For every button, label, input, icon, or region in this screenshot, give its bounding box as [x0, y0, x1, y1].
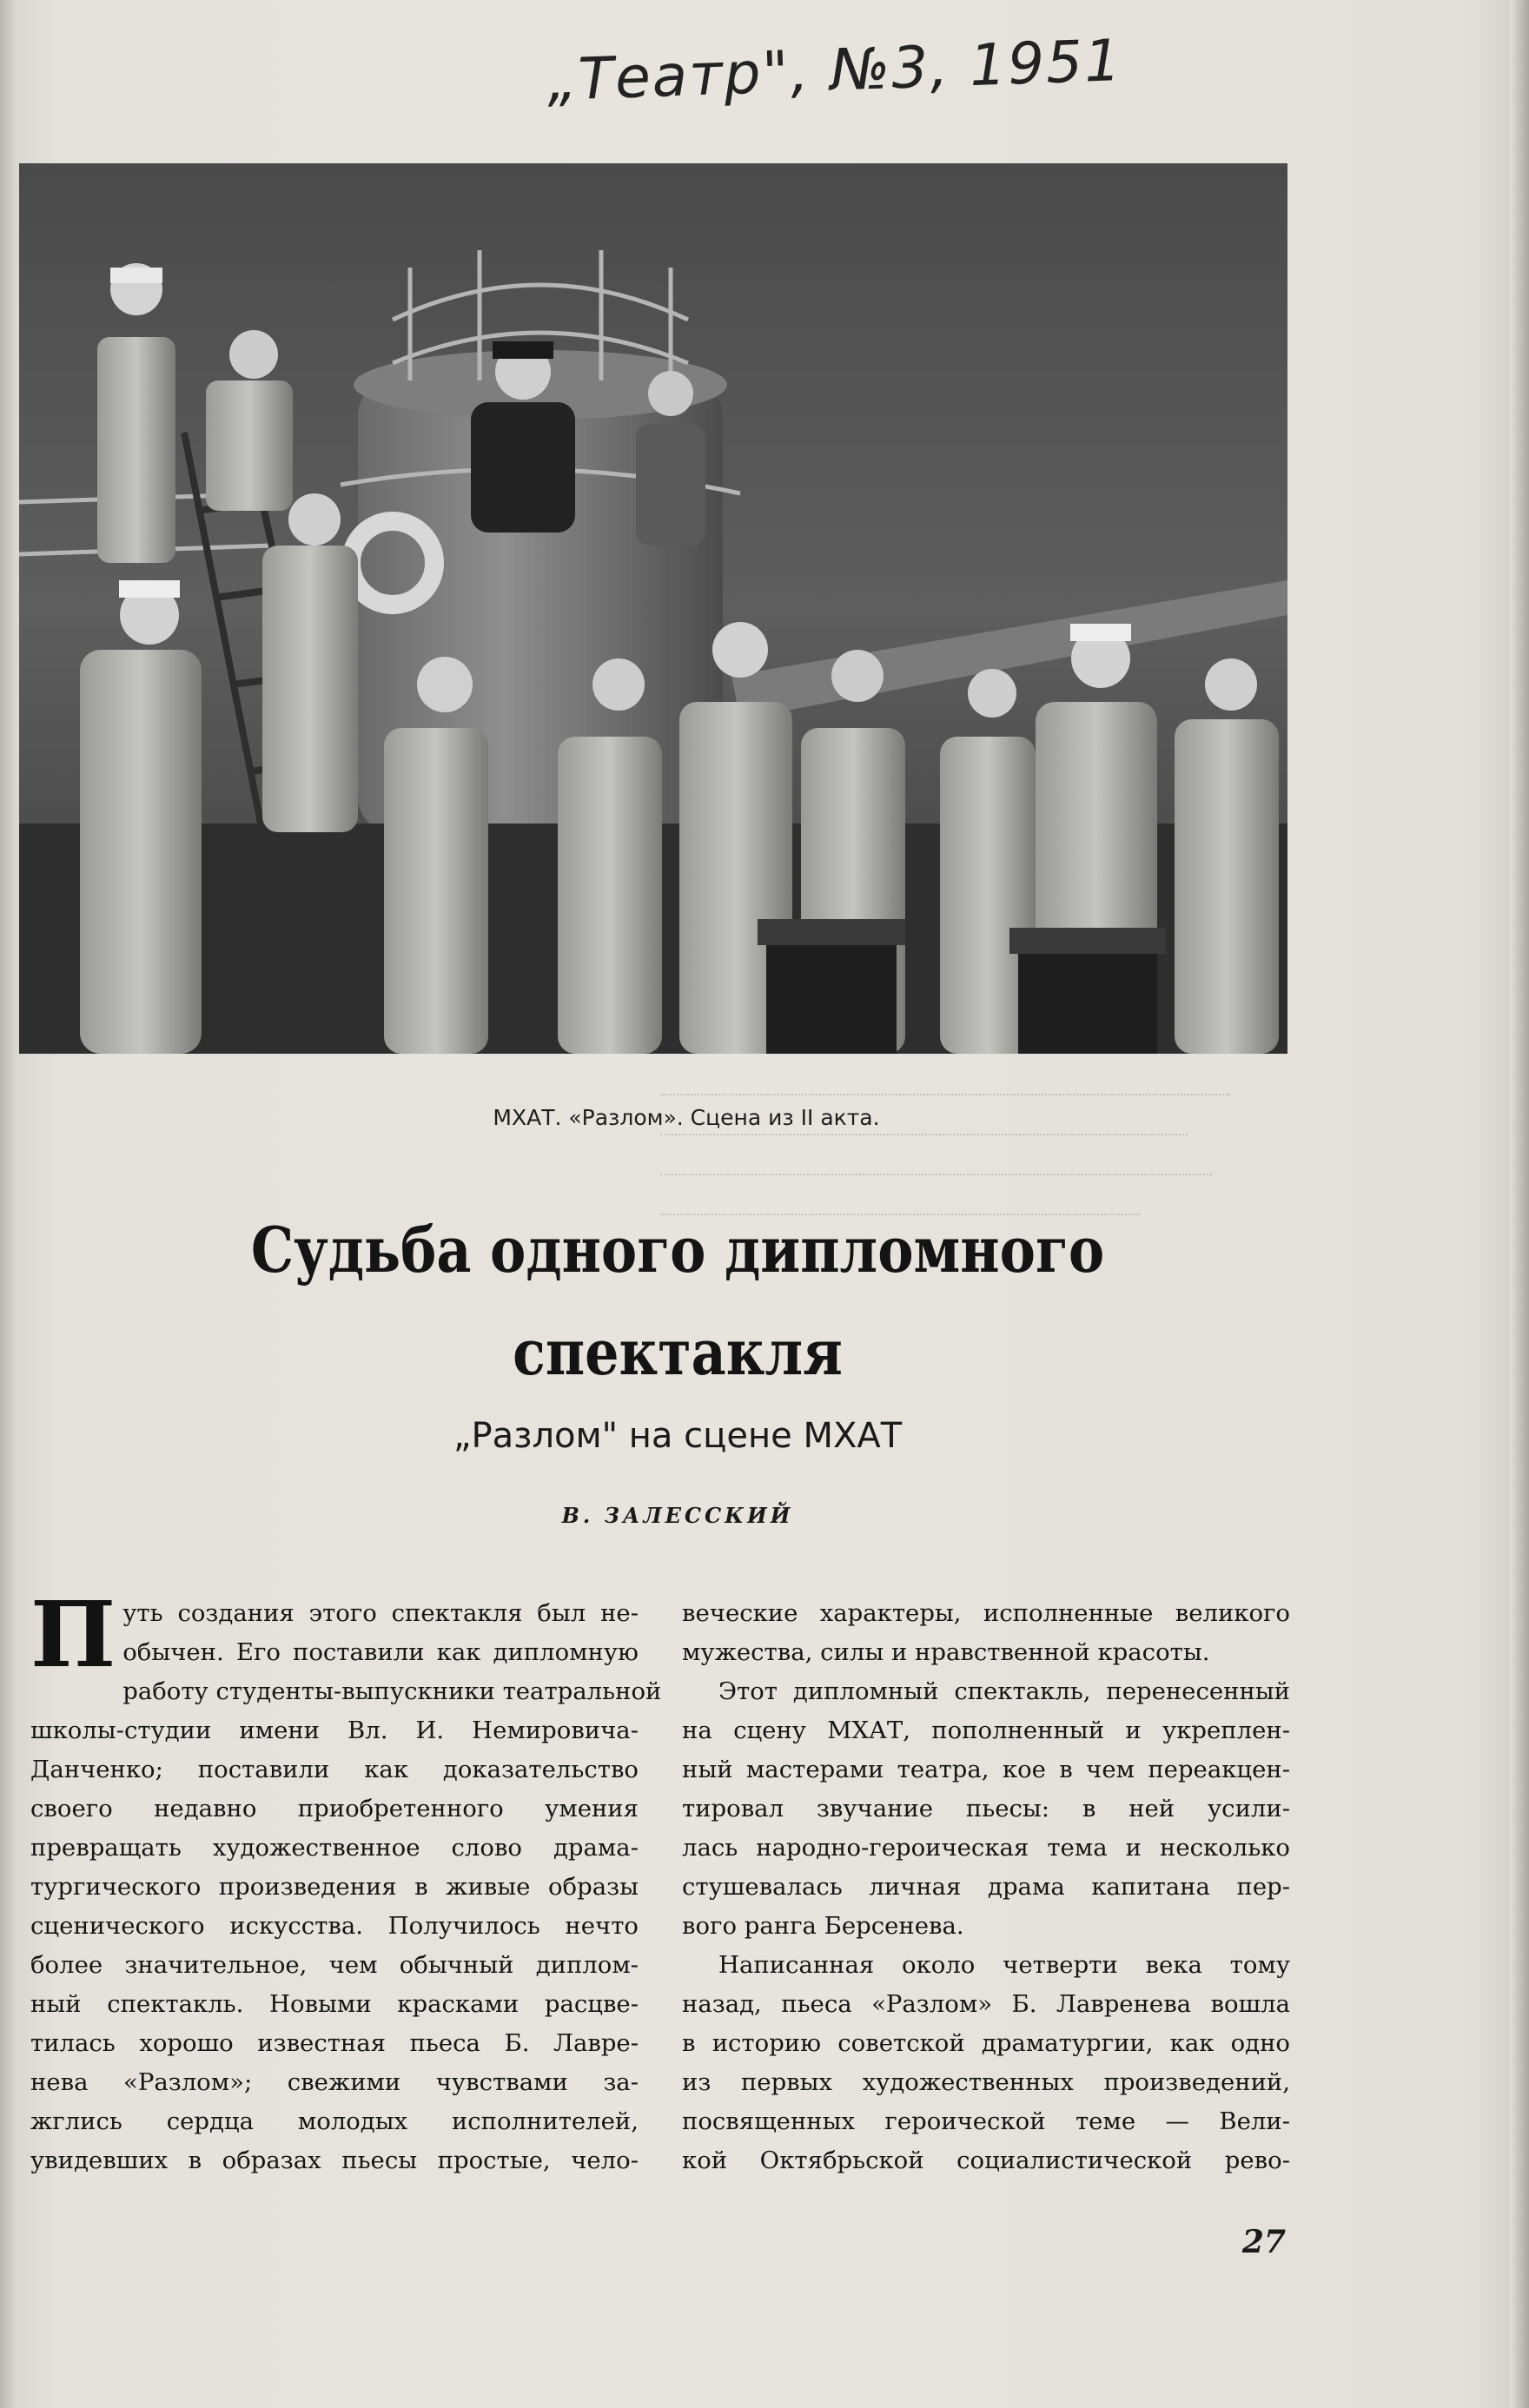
- text-line: кой Октябрьской социалистической рево-: [682, 2147, 1290, 2174]
- page-right-edge: [1510, 0, 1529, 2408]
- text-line: в историю советской драматургии, как одно: [682, 2029, 1290, 2057]
- page-left-edge: [0, 0, 16, 2408]
- text-line: ный спектакль. Новыми красками расцве-: [30, 1990, 639, 2018]
- handwritten-archive-note: „Театр", №3, 1951: [546, 26, 1124, 115]
- drop-cap: П: [30, 1581, 116, 1688]
- body-column-right: [682, 1594, 1290, 2180]
- text-line: на сцену МХАТ, пополненный и укреплен-: [682, 1717, 1290, 1744]
- text-line: тилась хорошо известная пьеса Б. Лавре-: [30, 2029, 639, 2057]
- text-line: тировал звучание пьесы: в ней усили-: [682, 1795, 1290, 1823]
- text-line: мужества, силы и нравственной красоты.: [682, 1638, 1210, 1666]
- text-line: посвященных героической теме — Вели-: [682, 2107, 1290, 2135]
- text-line: веческие характеры, исполненные великого: [682, 1599, 1290, 1627]
- text-line: школы-студии имени Вл. И. Немировича-: [30, 1717, 639, 1744]
- text-line: увидевших в образах пьесы простые, чело-: [30, 2147, 639, 2174]
- text-line: ный мастерами театра, кое в чем переакцен-: [682, 1756, 1290, 1783]
- text-line: превращать художественное слово драма-: [30, 1834, 639, 1862]
- text-line: Этот дипломный спектакль, перенесенный: [718, 1677, 1290, 1705]
- stage-photo-illustration: [19, 163, 1287, 1054]
- text-line: обычен. Его поставили как дипломную: [122, 1638, 639, 1666]
- text-line: из первых художественных произведений,: [682, 2068, 1290, 2096]
- text-line: работу студенты-выпускники театральной: [122, 1677, 662, 1705]
- text-line: лась народно-героическая тема и несколько: [682, 1834, 1290, 1862]
- body-column-left: [30, 1581, 662, 2180]
- text-line: назад, пьеса «Разлом» Б. Лавренева вошла: [682, 1990, 1290, 2018]
- stage-photo: [19, 163, 1287, 1054]
- text-line: Данченко; поставили как доказательство: [30, 1756, 639, 1783]
- text-line: вого ранга Берсенева.: [682, 1912, 964, 1940]
- article-title-line-2: спектакля: [513, 1315, 843, 1389]
- text-line: своего недавно приобретенного умения: [30, 1795, 639, 1823]
- article-title-line-1: Судьба одного дипломного: [250, 1213, 1105, 1287]
- article-title: [229, 1199, 1126, 1404]
- text-line: Написанная около четверти века тому: [718, 1951, 1290, 1979]
- article-subtitle: „Разлом" на сцене МХАТ: [453, 1416, 903, 1456]
- text-line: сценического искусства. Получилось нечто: [30, 1912, 639, 1940]
- text-line: уть создания этого спектакля был не-: [122, 1599, 639, 1627]
- text-line: тургического произведения в живые образы: [30, 1873, 639, 1901]
- text-line: нева «Разлом»; свежими чувствами за-: [30, 2068, 639, 2096]
- text-line: более значительное, чем обычный диплом-: [30, 1951, 639, 1979]
- article-author: В. ЗАЛЕССКИЙ: [561, 1503, 794, 1528]
- photo-caption: МХАТ. «Разлом». Сцена из II акта.: [493, 1105, 880, 1130]
- text-line: жглись сердца молодых исполнителей,: [30, 2107, 639, 2135]
- page-number: 27: [1241, 2224, 1286, 2260]
- text-line: стушевалась личная драма капитана пер-: [682, 1873, 1290, 1901]
